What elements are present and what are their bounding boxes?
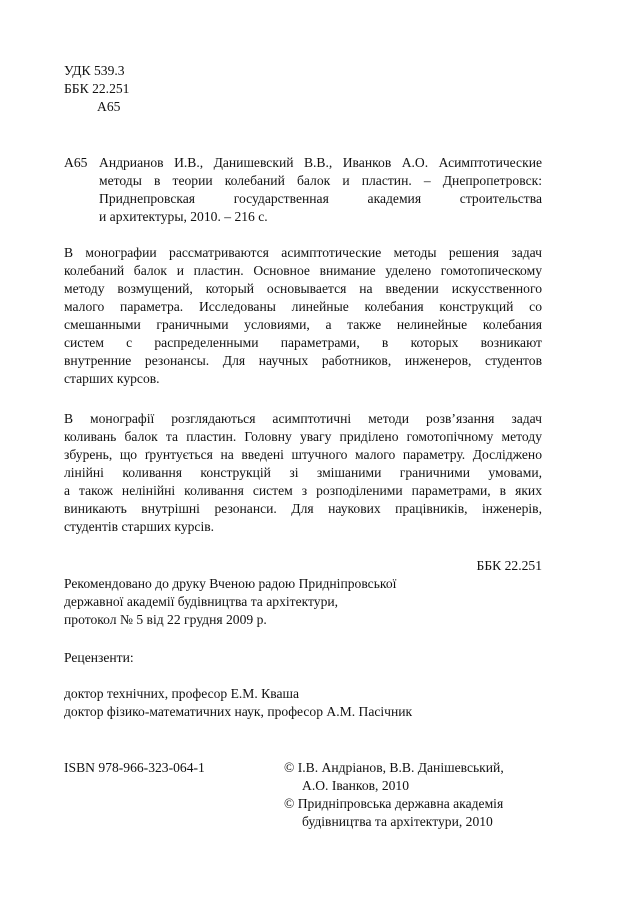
reviewer: доктор технічних, професор Е.М. Кваша bbox=[64, 686, 300, 701]
abstract-line: В монографії розглядаються асимптотичні методи розв’язання задач bbox=[64, 411, 542, 426]
abstract-line: а також нелінійні коливання систем з розподіленими параметрами, в яких bbox=[64, 483, 542, 498]
recommendation-line: протокол № 5 від 22 грудня 2009 р. bbox=[64, 612, 267, 627]
bbk-code-bottom: ББК 22.251 bbox=[476, 558, 542, 573]
reviewer: доктор фізико-математичних наук, професор А.М. Пасічник bbox=[64, 704, 413, 719]
abstract-ukrainian bbox=[64, 410, 542, 536]
abstract-line: виникають внутрішні резонанси. Для наукових працівників, інженерів, bbox=[64, 501, 542, 516]
isbn: ISBN 978-966-323-064-1 bbox=[64, 760, 205, 775]
abstract-line: внутренние резонансы. Для научных работников, инженеров, студентов bbox=[64, 353, 542, 368]
abstract-line: лінійні коливання конструкцій зі змішаними граничними умовами, bbox=[64, 465, 542, 480]
copyright-line: А.О. Іванков, 2010 bbox=[302, 778, 410, 793]
abstract-line: старших курсов. bbox=[64, 371, 160, 386]
udk-code: УДК 539.3 bbox=[64, 63, 125, 78]
abstract-line: систем с распределенными параметрами, в которых возникают bbox=[64, 335, 542, 350]
biblio-line: Приднепровская государственная академия строительства bbox=[99, 191, 542, 206]
abstract-line: малого параметра. Исследованы линейные колебания конструкций со bbox=[64, 299, 542, 314]
abstract-russian bbox=[64, 244, 542, 388]
abstract-line: коливань балок та пластин. Головну увагу приділено гомотопічному методу bbox=[64, 429, 542, 444]
abstract-line: збурень, що ґрунтується на введені штучного малого параметру. Досліджено bbox=[64, 447, 542, 462]
copyright-line: © І.В. Андріанов, В.В. Данішевський, bbox=[284, 760, 504, 775]
biblio-line: Андрианов И.В., Данишевский В.В., Иванков А.О. Асимптотические bbox=[99, 155, 542, 170]
copyright-line: © Придніпровська державна академія bbox=[284, 796, 504, 811]
reviewers-title: Рецензенти: bbox=[64, 650, 134, 665]
abstract-line: студентів старших курсів. bbox=[64, 519, 215, 534]
abstract-line: колебаний балок и пластин. Основное внимание уделено гомотопическому bbox=[64, 263, 542, 278]
biblio-mark: А65 bbox=[64, 155, 88, 170]
recommendation-line: Рекомендовано до друку Вченою радою Придніпровської bbox=[64, 576, 397, 591]
biblio-line: и архитектуры, 2010. – 216 с. bbox=[99, 209, 268, 224]
biblio-line: методы в теории колебаний балок и пластин. – Днепропетровск: bbox=[99, 173, 542, 188]
abstract-line: смешанными граничными условиями, а также нелинейные колебания bbox=[64, 317, 542, 332]
biblio-text bbox=[99, 154, 542, 226]
abstract-line: методу возмущений, который основывается на введении искусственного bbox=[64, 281, 542, 296]
abstract-line: В монографии рассматриваются асимптотические методы решения задач bbox=[64, 245, 542, 260]
recommendation bbox=[64, 575, 396, 629]
reviewers-list bbox=[64, 685, 412, 721]
copyright-block bbox=[284, 759, 504, 831]
copyright-line: будівництва та архітектури, 2010 bbox=[302, 814, 493, 829]
recommendation-line: державної академії будівництва та архітектури, bbox=[64, 594, 339, 609]
author-mark: А65 bbox=[97, 99, 121, 114]
bbk-code-top: ББК 22.251 bbox=[64, 81, 130, 96]
